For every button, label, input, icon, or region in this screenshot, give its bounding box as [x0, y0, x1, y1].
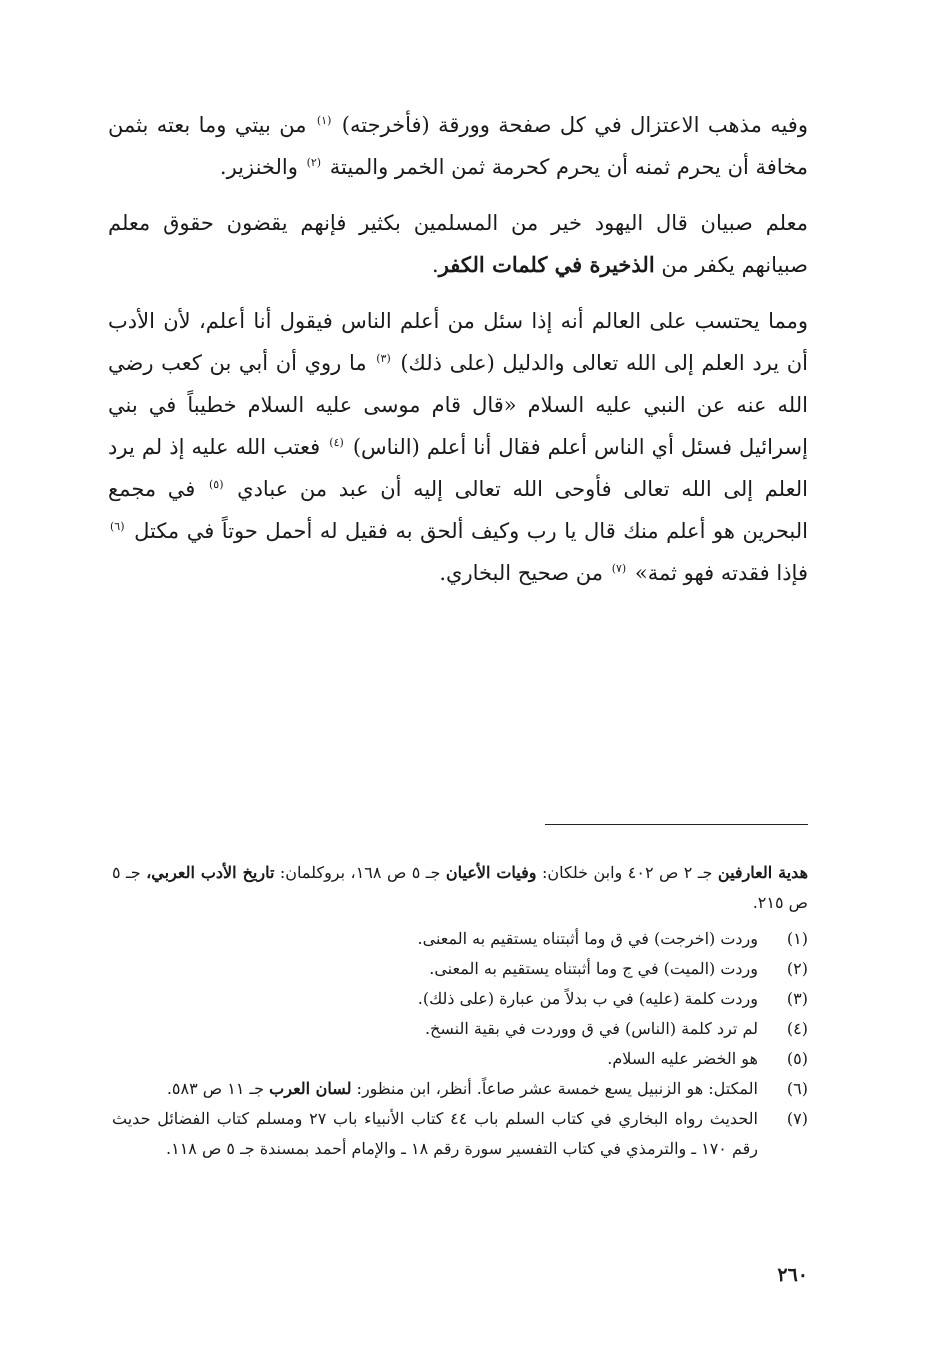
text-run: ما روي أن أبي بن كعب رضي الله عنه عن النبي عليه السلام «قال قام موسى عليه السلام خطيباً في بني إسرائيل فسئل أي الناس أعلم فقال أنا أعلم (الناس)	[108, 351, 808, 459]
text-run: والخنزير.	[219, 155, 298, 179]
book-title: الذخيرة في كلمات الكفر	[438, 252, 655, 277]
text-run: من بيتي وما بعته بثمن مخافة أن يحرم ثمنه أن يحرم كحرمة ثمن الخمر والميتة	[108, 113, 808, 179]
footnote-5	[112, 1044, 808, 1074]
footnote-7	[112, 1104, 808, 1164]
footnote-3	[112, 984, 808, 1014]
paragraph-3	[108, 300, 808, 594]
footnote-source	[112, 858, 808, 918]
text-run: جـ ١١ ص ٥٨٣.	[166, 1079, 265, 1098]
footnote-ref: (٧)	[611, 562, 627, 575]
footnote-text: وردت (الميت) في ج وما أثبتناه يستقيم به المعنى.	[429, 959, 758, 978]
footnote-ref: (٦)	[110, 520, 125, 533]
footnote-text: الحديث رواه البخاري في كتاب السلم باب ٤٤ كتاب الأنبياء باب ٢٧ ومسلم كتاب الفضائل حديث رقم ١٧٠ ـ والترمذي في كتاب التفسير سورة رقم ١٨ ـ والإمام أحمد بمسندة جـ ٥ ص ١١٨.	[112, 1109, 758, 1158]
paragraph-2	[108, 202, 808, 286]
book-title: تاريخ الأدب العربي،	[146, 863, 275, 882]
text-run: فعتب الله عليه إذ لم يرد العلم إلى الله تعالى فأوحى الله تعالى إليه أن عبد من عبادي	[108, 435, 808, 501]
footnote-text: وردت كلمة (عليه) في ب بدلاً من عبارة (على ذلك).	[417, 989, 758, 1008]
text-run: جـ ٢ ص ٤٠٢ وابن خلكان:	[541, 863, 713, 882]
book-title: وفيات الأعيان	[445, 863, 537, 882]
footnote-4	[112, 1014, 808, 1044]
book-title: هدية العارفين	[717, 863, 809, 882]
footnote-number: (٢)	[786, 959, 808, 978]
text-run: .	[432, 253, 439, 277]
text-run: جـ ٥ ص ٢١٥.	[112, 863, 808, 912]
text-run: جـ ٥ ص ١٦٨، بروكلمان:	[279, 863, 441, 882]
footnote-ref: (٣)	[376, 352, 391, 365]
footnote-divider	[545, 824, 808, 825]
footnotes	[112, 858, 808, 1164]
book-title: لسان العرب	[269, 1079, 352, 1098]
text-run: معلم صبيان قال اليهود خير من المسلمين بكثير فإنهم يقضون حقوق معلم صبيانهم يكفر من	[108, 211, 808, 277]
text-run: ومما يحتسب على العالم أنه إذا سئل من أعلم الناس فيقول أنا أعلم، لأن الأدب أن يرد العلم إلى الله تعالى والدليل (على ذلك)	[108, 309, 808, 375]
text-run: من صحيح البخاري.	[439, 561, 603, 585]
footnote-1	[112, 924, 808, 954]
footnote-ref: (٢)	[306, 156, 322, 169]
footnote-text: وردت (اخرجت) في ق وما أثبتناه يستقيم به المعنى.	[417, 929, 758, 948]
page-number: ٢٦٠	[777, 1264, 808, 1286]
footnote-ref: (٤)	[329, 436, 344, 449]
footnote-ref: (٥)	[208, 478, 224, 491]
footnote-text: لم ترد كلمة (الناس) في ق ووردت في بقية النسخ.	[424, 1019, 758, 1038]
footnote-number: (٧)	[786, 1109, 808, 1128]
footnote-number: (٣)	[786, 989, 808, 1008]
text-run: فإذا فقدته فهو ثمة»	[634, 561, 808, 585]
footnote-ref: (١)	[316, 114, 332, 127]
footnote-number: (٤)	[786, 1019, 808, 1038]
text-run: المكتل: هو الزنبيل يسع خمسة عشر صاعاً. أنظر، ابن منظور:	[356, 1079, 758, 1098]
footnote-6	[112, 1074, 808, 1104]
footnote-text	[112, 1074, 758, 1104]
text-run: في مجمع البحرين هو أعلم منك قال يا رب وكيف ألحق به فقيل له أحمل حوتاً في مكتل	[108, 477, 808, 543]
footnote-text: هو الخضر عليه السلام.	[607, 1049, 758, 1068]
main-text	[108, 104, 808, 594]
footnote-2	[112, 954, 808, 984]
footnote-number: (٥)	[786, 1049, 808, 1068]
footnote-number: (٦)	[786, 1079, 808, 1098]
footnote-number: (١)	[786, 929, 808, 948]
paragraph-1	[108, 104, 808, 188]
text-run: وفيه مذهب الاعتزال في كل صفحة وورقة (فأخرجته)	[341, 113, 808, 137]
